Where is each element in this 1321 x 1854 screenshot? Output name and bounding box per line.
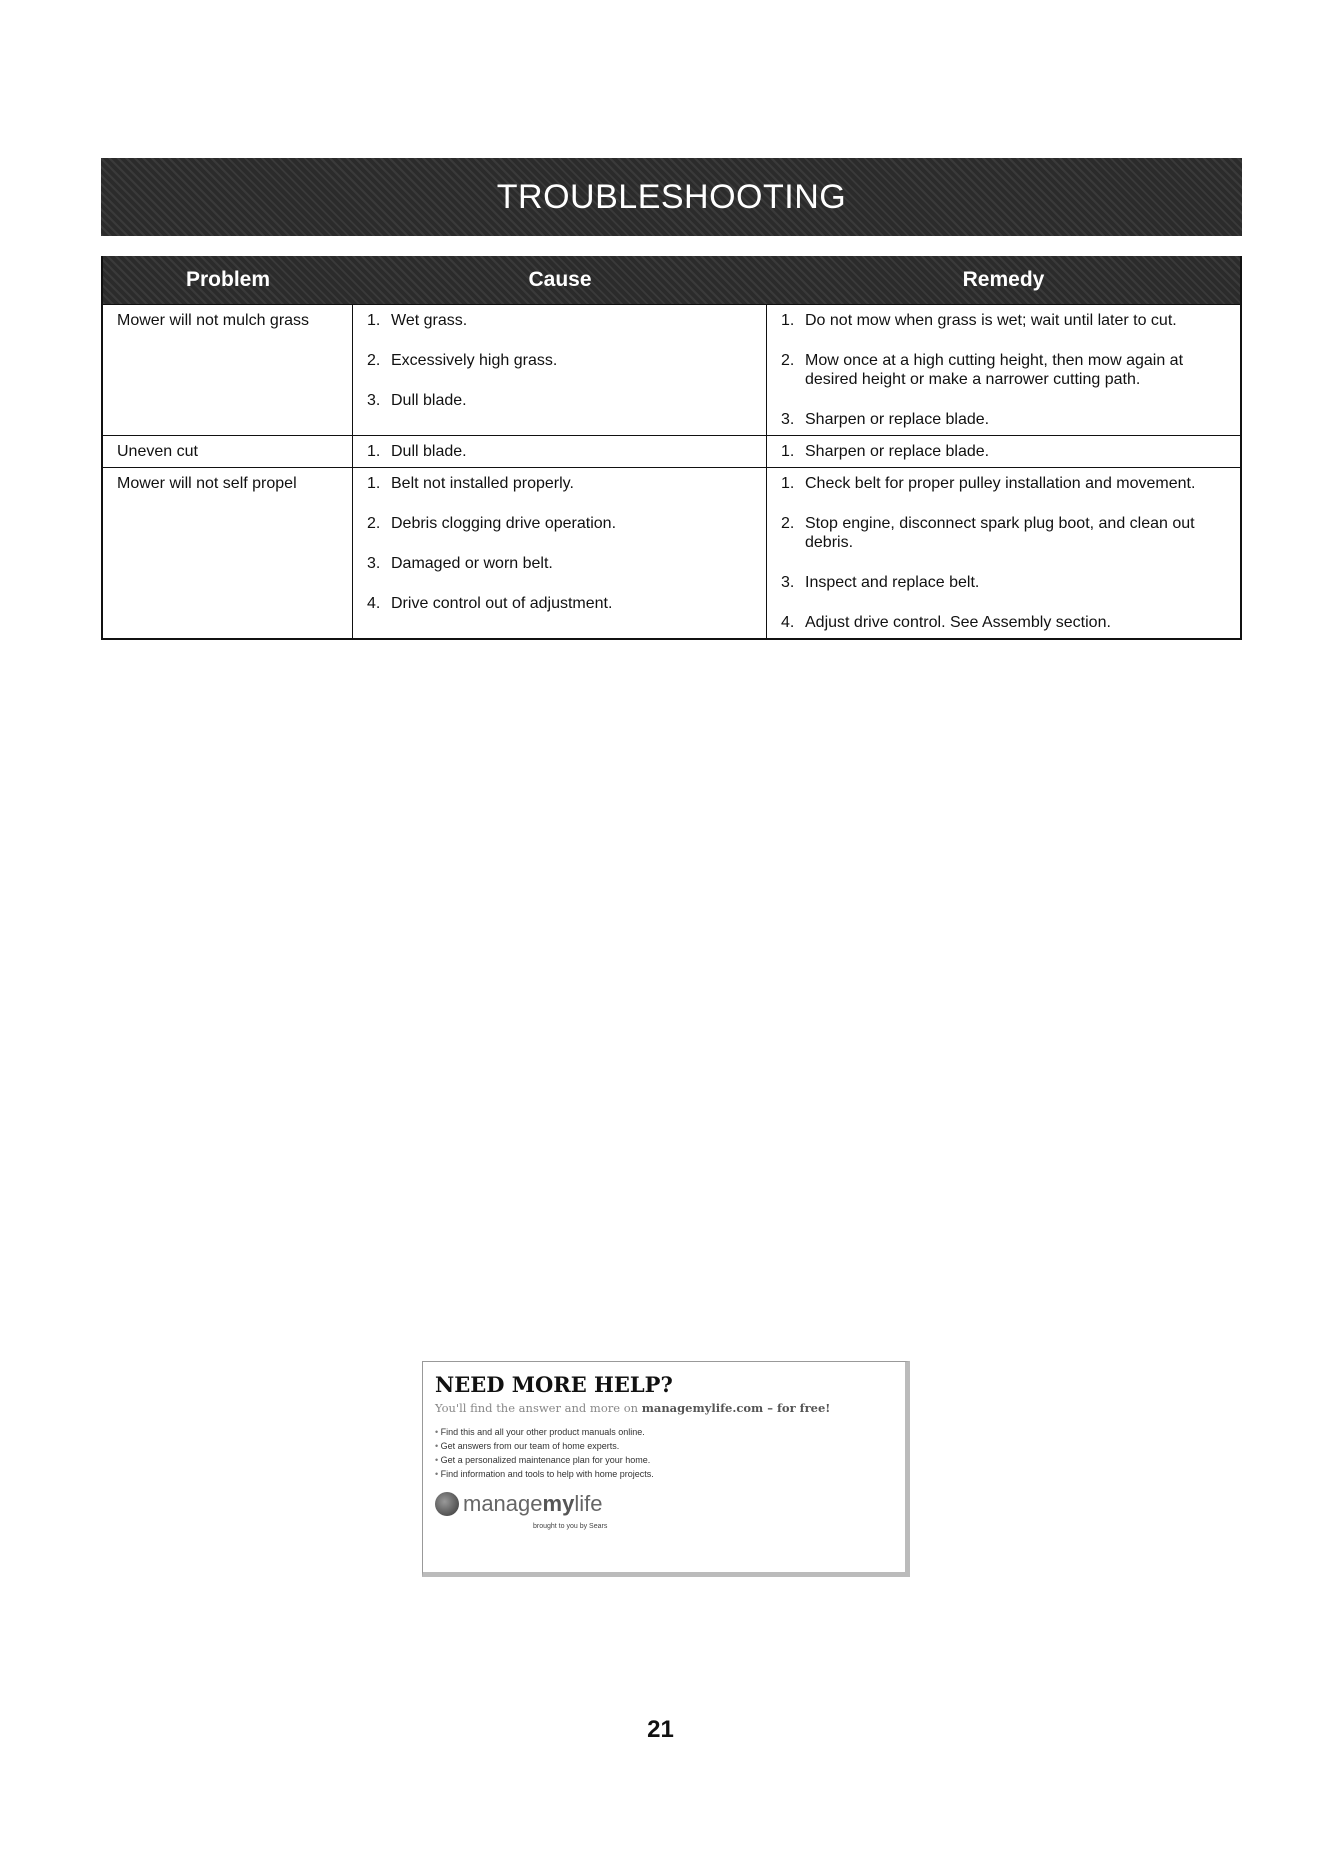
remedy-cell	[767, 305, 1240, 435]
remedy-cell	[767, 468, 1240, 638]
remedy-number: 1.	[781, 443, 795, 460]
cause-text: Dull blade.	[391, 392, 467, 409]
cause-number: 1.	[367, 443, 381, 460]
remedy-item	[781, 410, 1230, 429]
header-problem: Problem	[185, 268, 271, 291]
remedy-item	[781, 514, 1230, 552]
remedy-item	[781, 351, 1230, 389]
remedy-text: Check belt for proper pulley installation and movement.	[805, 475, 1196, 492]
cause-number: 4.	[367, 595, 381, 612]
cause-number: 1.	[367, 475, 381, 492]
cause-item	[367, 351, 756, 370]
problem-text: Uneven cut	[117, 443, 198, 460]
table-body	[103, 304, 1240, 638]
remedy-item	[781, 442, 1230, 461]
header-cause: Cause	[528, 268, 592, 291]
problem-cell	[103, 468, 353, 638]
help-bullet: • Find information and tools to help with home projects.	[435, 1467, 893, 1481]
cause-text: Debris clogging drive operation.	[391, 515, 617, 532]
cause-number: 3.	[367, 555, 381, 572]
help-subtitle	[435, 1401, 893, 1415]
logo-text	[463, 1491, 602, 1517]
remedy-text: Sharpen or replace blade.	[805, 443, 990, 460]
cause-item	[367, 442, 756, 461]
table-header	[103, 256, 1240, 304]
cause-item	[367, 554, 756, 573]
help-heading: NEED MORE HELP?	[435, 1372, 673, 1397]
help-subtitle-suffix: – for free!	[763, 1401, 831, 1415]
remedy-item	[781, 311, 1230, 330]
remedy-number: 2.	[781, 515, 795, 532]
help-bullets	[435, 1425, 893, 1481]
remedy-text: Adjust drive control. See Assembly section.	[805, 614, 1111, 631]
remedy-item	[781, 613, 1230, 632]
troubleshooting-table	[101, 256, 1242, 640]
cause-cell	[353, 468, 767, 638]
remedy-text: Do not mow when grass is wet; wait until later to cut.	[805, 312, 1177, 329]
cause-item	[367, 391, 756, 410]
cause-text: Dull blade.	[391, 443, 467, 460]
remedy-item	[781, 573, 1230, 592]
cause-item	[367, 514, 756, 533]
table-row	[103, 435, 1240, 467]
remedy-text: Stop engine, disconnect spark plug boot, and clean out debris.	[805, 515, 1195, 551]
cause-text: Drive control out of adjustment.	[391, 595, 613, 612]
help-bullet: • Get answers from our team of home experts.	[435, 1439, 893, 1453]
header-remedy: Remedy	[962, 268, 1045, 291]
remedy-text: Inspect and replace belt.	[805, 574, 980, 591]
cause-item	[367, 594, 756, 613]
logo-text-end: life	[574, 1491, 603, 1516]
cause-item	[367, 474, 756, 493]
remedy-number: 3.	[781, 574, 795, 591]
cause-cell	[353, 305, 767, 435]
remedy-text: Mow once at a high cutting height, then mow again at desired height or make a narrower cutting path.	[805, 352, 1184, 388]
table-row	[103, 467, 1240, 638]
logo-text-bold: my	[542, 1491, 575, 1516]
remedy-text: Sharpen or replace blade.	[805, 411, 990, 428]
logo-text-light: manage	[463, 1491, 543, 1516]
problem-cell	[103, 305, 353, 435]
title-banner	[101, 158, 1242, 236]
table-row	[103, 304, 1240, 435]
help-bullet: • Find this and all your other product manuals online.	[435, 1425, 893, 1439]
help-tagline: brought to you by Sears	[533, 1523, 608, 1530]
cause-text: Belt not installed properly.	[391, 475, 574, 492]
cause-text: Wet grass.	[391, 312, 468, 329]
remedy-cell	[767, 436, 1240, 467]
page-number: 21	[647, 1716, 674, 1743]
cause-text: Excessively high grass.	[391, 352, 558, 369]
cause-number: 2.	[367, 515, 381, 532]
remedy-number: 2.	[781, 352, 795, 369]
help-subtitle-prefix: You'll find the answer and more on	[435, 1401, 642, 1415]
remedy-number: 1.	[781, 312, 795, 329]
problem-cell	[103, 436, 353, 467]
cause-cell	[353, 436, 767, 467]
logo-globe-icon	[435, 1492, 459, 1516]
problem-text: Mower will not mulch grass	[117, 312, 310, 329]
cause-item	[367, 311, 756, 330]
cause-number: 2.	[367, 352, 381, 369]
help-subtitle-site[interactable]: managemylife.com	[641, 1401, 764, 1415]
cause-number: 1.	[367, 312, 381, 329]
cause-number: 3.	[367, 392, 381, 409]
remedy-number: 1.	[781, 475, 795, 492]
page-title: TROUBLESHOOTING	[496, 177, 847, 216]
remedy-item	[781, 474, 1230, 493]
cause-text: Damaged or worn belt.	[391, 555, 553, 572]
remedy-number: 3.	[781, 411, 795, 428]
managemylife-logo	[435, 1491, 893, 1517]
remedy-number: 4.	[781, 614, 795, 631]
help-bullet: • Get a personalized maintenance plan for your home.	[435, 1453, 893, 1467]
problem-text: Mower will not self propel	[117, 475, 297, 492]
need-more-help-box	[422, 1361, 910, 1577]
